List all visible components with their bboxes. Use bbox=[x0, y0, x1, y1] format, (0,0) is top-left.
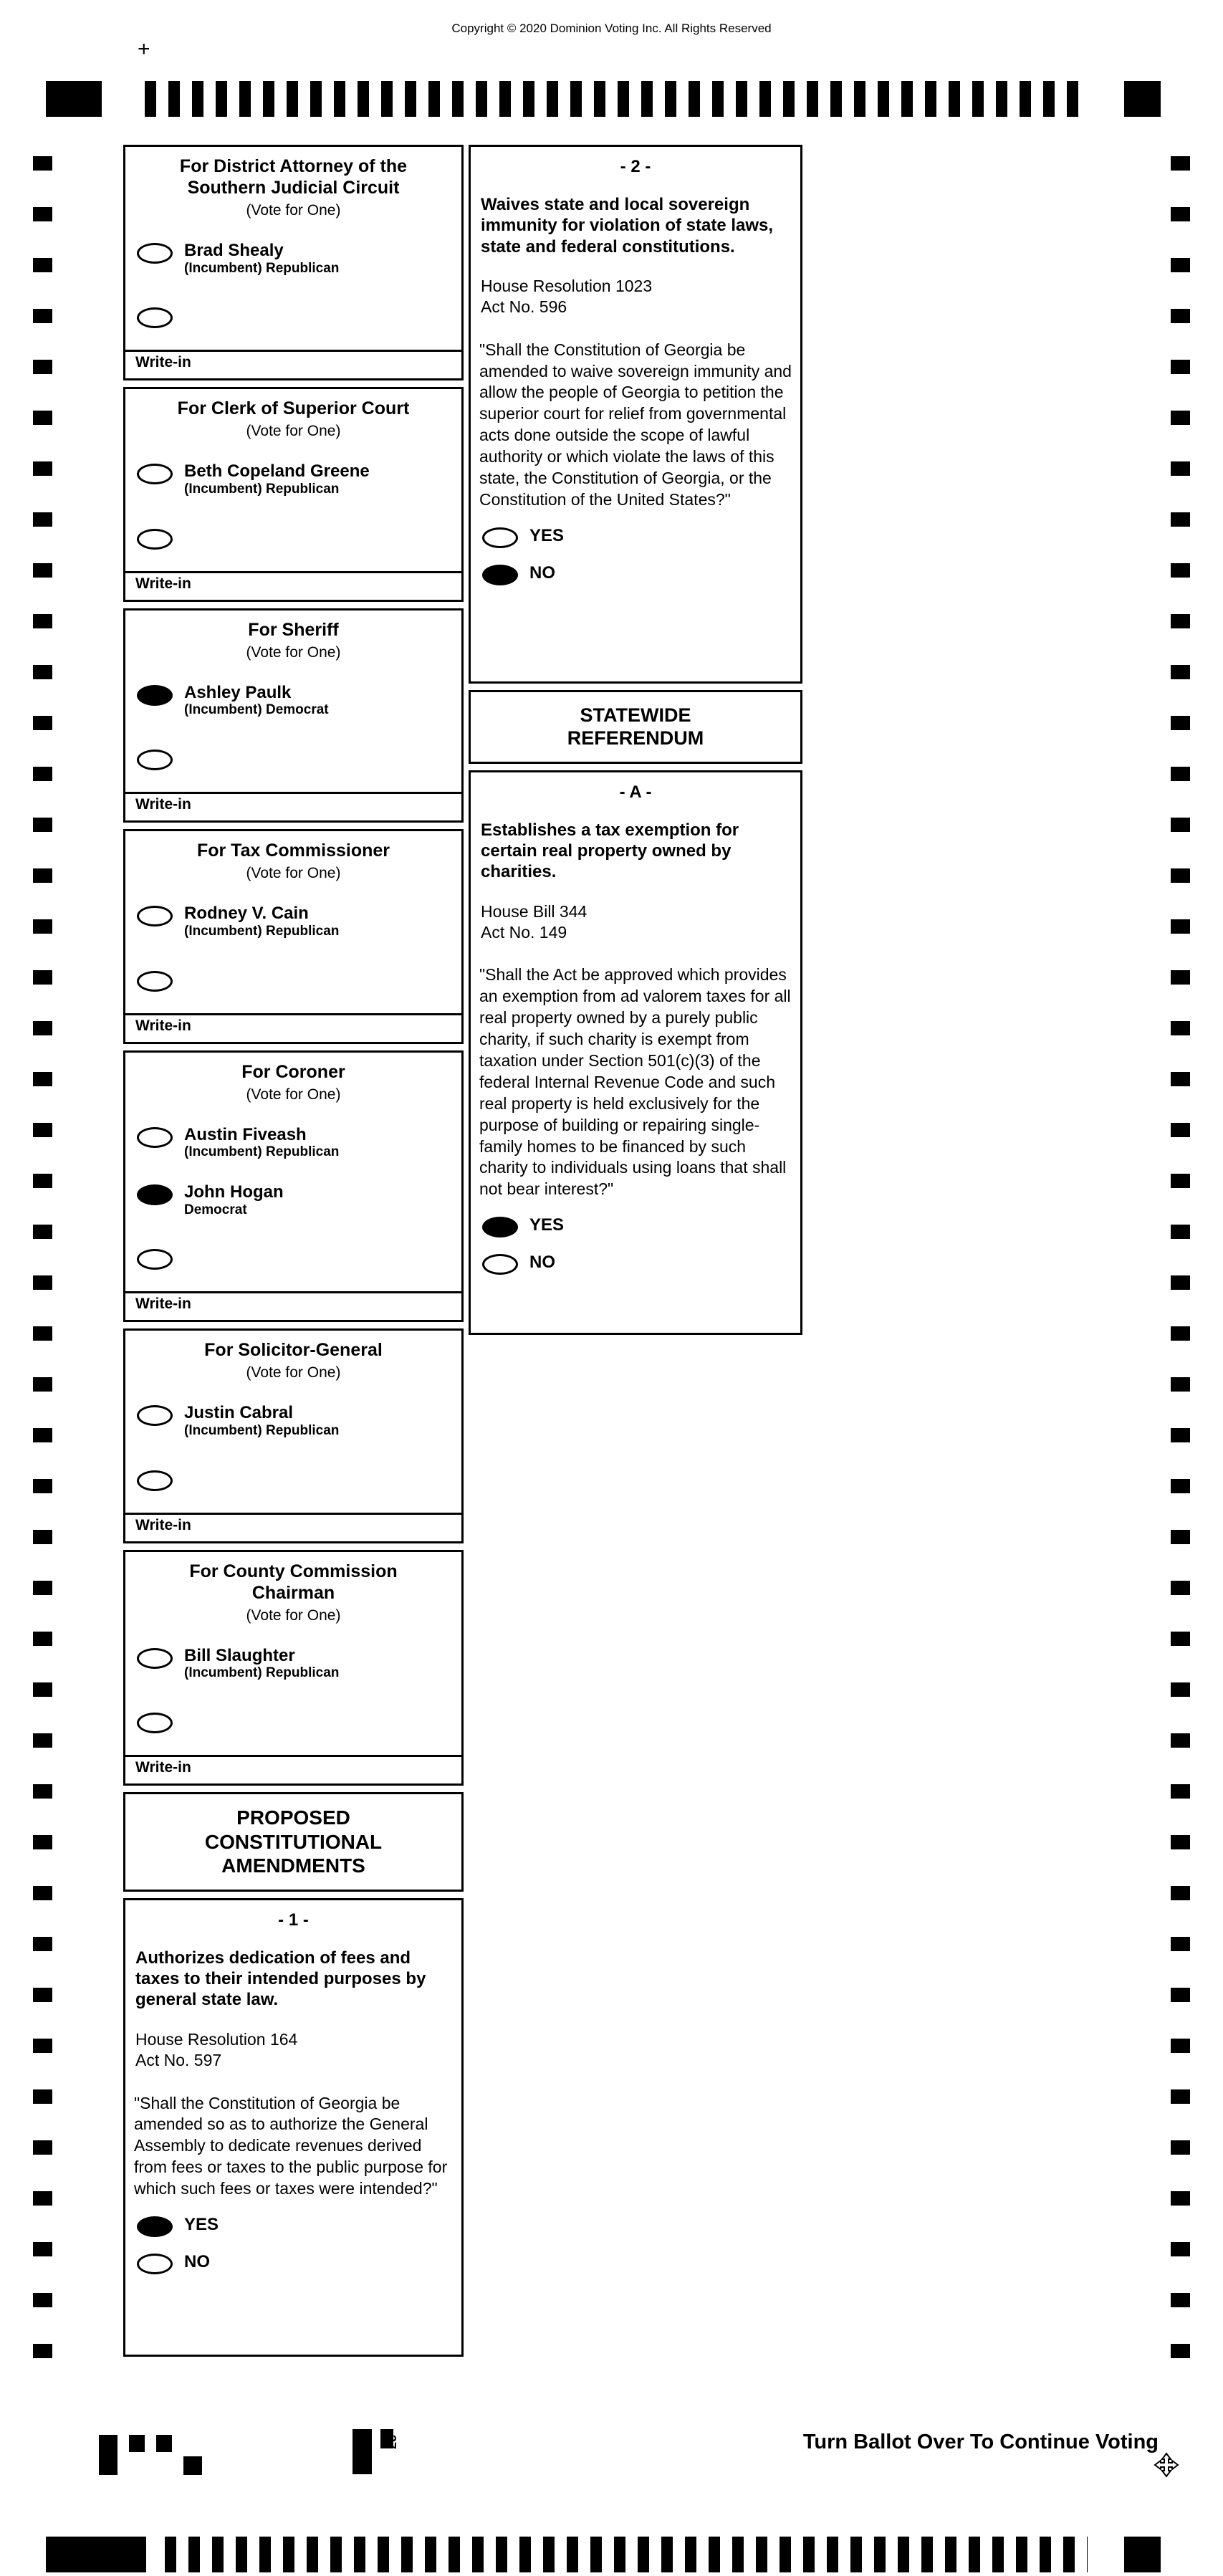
vote-bubble[interactable] bbox=[137, 1648, 173, 1669]
timing-block-top-right bbox=[1124, 81, 1161, 117]
candidate-party: (Incumbent) Republican bbox=[184, 260, 340, 276]
calibration-mark bbox=[99, 2435, 117, 2475]
write-in-label: Write-in bbox=[135, 796, 191, 813]
candidate-option[interactable] bbox=[125, 1125, 461, 1161]
timing-block-top-left bbox=[46, 81, 102, 117]
write-in-option[interactable] bbox=[125, 305, 461, 328]
yes-option[interactable] bbox=[125, 2214, 461, 2237]
write-in-label: Write-in bbox=[135, 575, 191, 592]
measure-reference: Act No. 149 bbox=[481, 923, 567, 942]
calibration-mark bbox=[129, 2435, 145, 2452]
candidate-name: Justin Cabral bbox=[184, 1403, 294, 1423]
candidate-option[interactable] bbox=[125, 1403, 461, 1439]
vote-for-instruction: (Vote for One) bbox=[246, 865, 341, 882]
yes-option[interactable] bbox=[471, 525, 800, 548]
contest-title: For Coroner bbox=[241, 1061, 345, 1082]
candidate-party: (Incumbent) Republican bbox=[184, 1665, 340, 1681]
write-in-option[interactable] bbox=[125, 527, 461, 550]
write-in-area[interactable] bbox=[125, 1513, 461, 1541]
registration-plus-mark: + bbox=[138, 37, 150, 61]
no-label: NO bbox=[529, 562, 555, 583]
contest-title: For District Attorney of the Southern Judicial Circuit bbox=[179, 156, 408, 198]
calibration-mark bbox=[183, 2456, 202, 2475]
candidate-name: Bill Slaughter bbox=[184, 1645, 295, 1665]
section-header-amendments bbox=[123, 1792, 464, 1892]
measure-number: - 1 - bbox=[278, 1910, 309, 1930]
write-in-area[interactable] bbox=[125, 1755, 461, 1783]
vote-bubble[interactable] bbox=[137, 243, 173, 264]
timing-marks-top bbox=[145, 81, 1087, 117]
contest-title: For Clerk of Superior Court bbox=[177, 398, 410, 419]
yes-option[interactable] bbox=[471, 1215, 800, 1237]
measure-question: "Shall the Act be approved which provides an exemption from ad valorem taxes for all real property owned by a purely public charity, if such charity is exempt from taxation under Section 501(c)(3) of the federal Internal Revenue Code and such real property is held exclusively for the purpose of building or repairing single-family homes to be financed by such charity to individuals using loans that shall not bear interest?" bbox=[479, 965, 791, 1199]
timing-block-bottom-right bbox=[1124, 2537, 1161, 2572]
candidate-option[interactable] bbox=[125, 241, 461, 277]
measure-reference: Act No. 596 bbox=[481, 297, 567, 317]
section-header-text: PROPOSED CONSTITUTIONAL AMENDMENTS bbox=[204, 1806, 383, 1877]
candidate-party: (Incumbent) Republican bbox=[184, 1422, 340, 1438]
vote-bubble[interactable] bbox=[137, 2216, 173, 2237]
vote-bubble[interactable] bbox=[137, 1405, 173, 1426]
write-in-label: Write-in bbox=[135, 1296, 191, 1313]
yes-label: YES bbox=[184, 2215, 219, 2235]
write-in-option[interactable] bbox=[125, 1468, 461, 1491]
measure-question: "Shall the Constitution of Georgia be amended so as to authorize the General Assembly to dedicate revenues derived from fees or taxes to the public purpose for which such fees or taxes were intended?" bbox=[134, 2093, 448, 2198]
vote-bubble[interactable] bbox=[137, 1713, 173, 1733]
contest-title: For Solicitor-General bbox=[204, 1340, 383, 1361]
contest-tax-commissioner bbox=[123, 829, 464, 1043]
vote-bubble[interactable] bbox=[137, 464, 173, 484]
timing-marks-right bbox=[1171, 156, 1190, 2392]
write-in-label: Write-in bbox=[135, 1516, 191, 1533]
vote-bubble[interactable] bbox=[137, 307, 173, 328]
contest-title: For Sheriff bbox=[248, 619, 339, 640]
no-option[interactable] bbox=[125, 2251, 461, 2274]
no-label: NO bbox=[184, 2252, 210, 2272]
turn-ballot-over-instruction: Turn Ballot Over To Continue Voting bbox=[802, 2431, 1159, 2453]
ballot-column-right bbox=[469, 145, 802, 1341]
measure-number: - A - bbox=[619, 782, 652, 802]
candidate-party: (Incumbent) Democrat bbox=[184, 702, 329, 718]
contest-solicitor-general bbox=[123, 1328, 464, 1543]
vote-bubble[interactable] bbox=[137, 906, 173, 927]
write-in-option[interactable] bbox=[125, 747, 461, 770]
vote-for-instruction: (Vote for One) bbox=[246, 1364, 341, 1382]
measure-summary: Waives state and local sovereign immunity for violation of state laws, state and federal constitutions. bbox=[481, 195, 774, 257]
vote-bubble[interactable] bbox=[482, 1217, 518, 1237]
vote-bubble[interactable] bbox=[137, 1127, 173, 1148]
vote-bubble[interactable] bbox=[137, 2254, 173, 2274]
vote-bubble[interactable] bbox=[137, 971, 173, 992]
vote-bubble[interactable] bbox=[137, 750, 173, 770]
measure-referendum-a bbox=[469, 770, 802, 1335]
write-in-label: Write-in bbox=[135, 1759, 191, 1776]
no-option[interactable] bbox=[471, 1252, 800, 1275]
write-in-label: Write-in bbox=[135, 1017, 191, 1034]
contest-title: For Tax Commissioner bbox=[196, 841, 390, 861]
candidate-name: Rodney V. Cain bbox=[184, 904, 309, 924]
candidate-name: Ashley Paulk bbox=[184, 682, 292, 702]
contest-district-attorney bbox=[123, 145, 464, 380]
candidate-name: Brad Shealy bbox=[184, 241, 284, 260]
candidate-option[interactable] bbox=[125, 1646, 461, 1682]
measure-amendment-1 bbox=[123, 1898, 464, 2357]
candidate-option[interactable] bbox=[125, 461, 461, 497]
measure-amendment-2 bbox=[469, 145, 802, 684]
write-in-area[interactable] bbox=[125, 571, 461, 600]
write-in-option[interactable] bbox=[125, 1710, 461, 1733]
contest-sheriff bbox=[123, 608, 464, 823]
contest-clerk-superior-court bbox=[123, 387, 464, 601]
vote-bubble[interactable] bbox=[482, 565, 518, 585]
ballot-stub-number: 37 bbox=[384, 2435, 398, 2450]
vote-for-instruction: (Vote for One) bbox=[246, 1086, 341, 1103]
measure-question: "Shall the Constitution of Georgia be amended to waive sovereign immunity and allow the people of Georgia to petition the superior court for relief from governmental acts done outside the scope of lawful authority or which violate the laws of this state, the Constitution of Georgia, or the Constitution of the United States?" bbox=[479, 340, 792, 509]
timing-marks-left bbox=[33, 156, 52, 2392]
write-in-option[interactable] bbox=[125, 969, 461, 992]
contest-coroner bbox=[123, 1050, 464, 1323]
vote-bubble[interactable] bbox=[137, 529, 173, 550]
candidate-name: John Hogan bbox=[184, 1182, 284, 1202]
copyright-text: Copyright © 2020 Dominion Voting Inc. All Rights Reserved bbox=[451, 21, 772, 35]
write-in-area[interactable] bbox=[125, 350, 461, 378]
write-in-area[interactable] bbox=[125, 1291, 461, 1320]
write-in-label: Write-in bbox=[135, 354, 191, 371]
yes-label: YES bbox=[529, 525, 565, 545]
vote-for-instruction: (Vote for One) bbox=[246, 423, 341, 440]
candidate-name: Beth Copeland Greene bbox=[184, 461, 370, 482]
vote-bubble[interactable] bbox=[482, 527, 518, 548]
vote-bubble[interactable] bbox=[482, 1254, 518, 1275]
calibration-mark bbox=[156, 2435, 172, 2452]
write-in-option[interactable] bbox=[125, 1247, 461, 1270]
vote-bubble[interactable] bbox=[137, 685, 173, 706]
candidate-party: (Incumbent) Republican bbox=[184, 481, 340, 497]
timing-marks-bottom bbox=[165, 2537, 1088, 2572]
candidate-name: Austin Fiveash bbox=[184, 1124, 307, 1144]
candidate-option[interactable] bbox=[125, 1182, 461, 1218]
no-label: NO bbox=[529, 1253, 555, 1273]
vote-for-instruction: (Vote for One) bbox=[246, 202, 341, 219]
registration-cross-icon bbox=[1152, 2451, 1181, 2483]
yes-label: YES bbox=[529, 1215, 565, 1235]
vote-bubble[interactable] bbox=[137, 1470, 173, 1491]
section-header-referendum bbox=[469, 690, 802, 764]
write-in-area[interactable] bbox=[125, 792, 461, 820]
vote-bubble[interactable] bbox=[137, 1184, 173, 1205]
ballot-column-left bbox=[123, 145, 464, 2363]
contest-title: For County Commission Chairman bbox=[189, 1561, 398, 1603]
measure-summary: Authorizes dedication of fees and taxes to their intended purposes by general state law. bbox=[135, 1948, 426, 2010]
measure-reference: House Resolution 164 bbox=[135, 2029, 298, 2049]
calibration-mark bbox=[352, 2429, 372, 2474]
vote-for-instruction: (Vote for One) bbox=[246, 643, 341, 661]
vote-bubble[interactable] bbox=[137, 1249, 173, 1270]
candidate-option[interactable] bbox=[125, 904, 461, 939]
candidate-party: (Incumbent) Republican bbox=[184, 923, 340, 939]
write-in-area[interactable] bbox=[125, 1013, 461, 1042]
measure-reference: Act No. 597 bbox=[135, 2051, 222, 2070]
measure-reference: House Resolution 1023 bbox=[481, 276, 653, 295]
candidate-party: Democrat bbox=[184, 1202, 247, 1217]
measure-reference: House Bill 344 bbox=[481, 901, 587, 921]
contest-county-commission-chairman bbox=[123, 1550, 464, 1786]
measure-summary: Establishes a tax exemption for certain real property owned by charities. bbox=[481, 820, 739, 882]
measure-number: - 2 - bbox=[620, 157, 651, 176]
no-option[interactable] bbox=[471, 562, 800, 585]
section-header-text: STATEWIDE REFERENDUM bbox=[567, 704, 704, 750]
vote-for-instruction: (Vote for One) bbox=[246, 1607, 341, 1624]
candidate-party: (Incumbent) Republican bbox=[184, 1144, 340, 1160]
candidate-option[interactable] bbox=[125, 683, 461, 719]
timing-block-bottom-left bbox=[46, 2537, 146, 2572]
